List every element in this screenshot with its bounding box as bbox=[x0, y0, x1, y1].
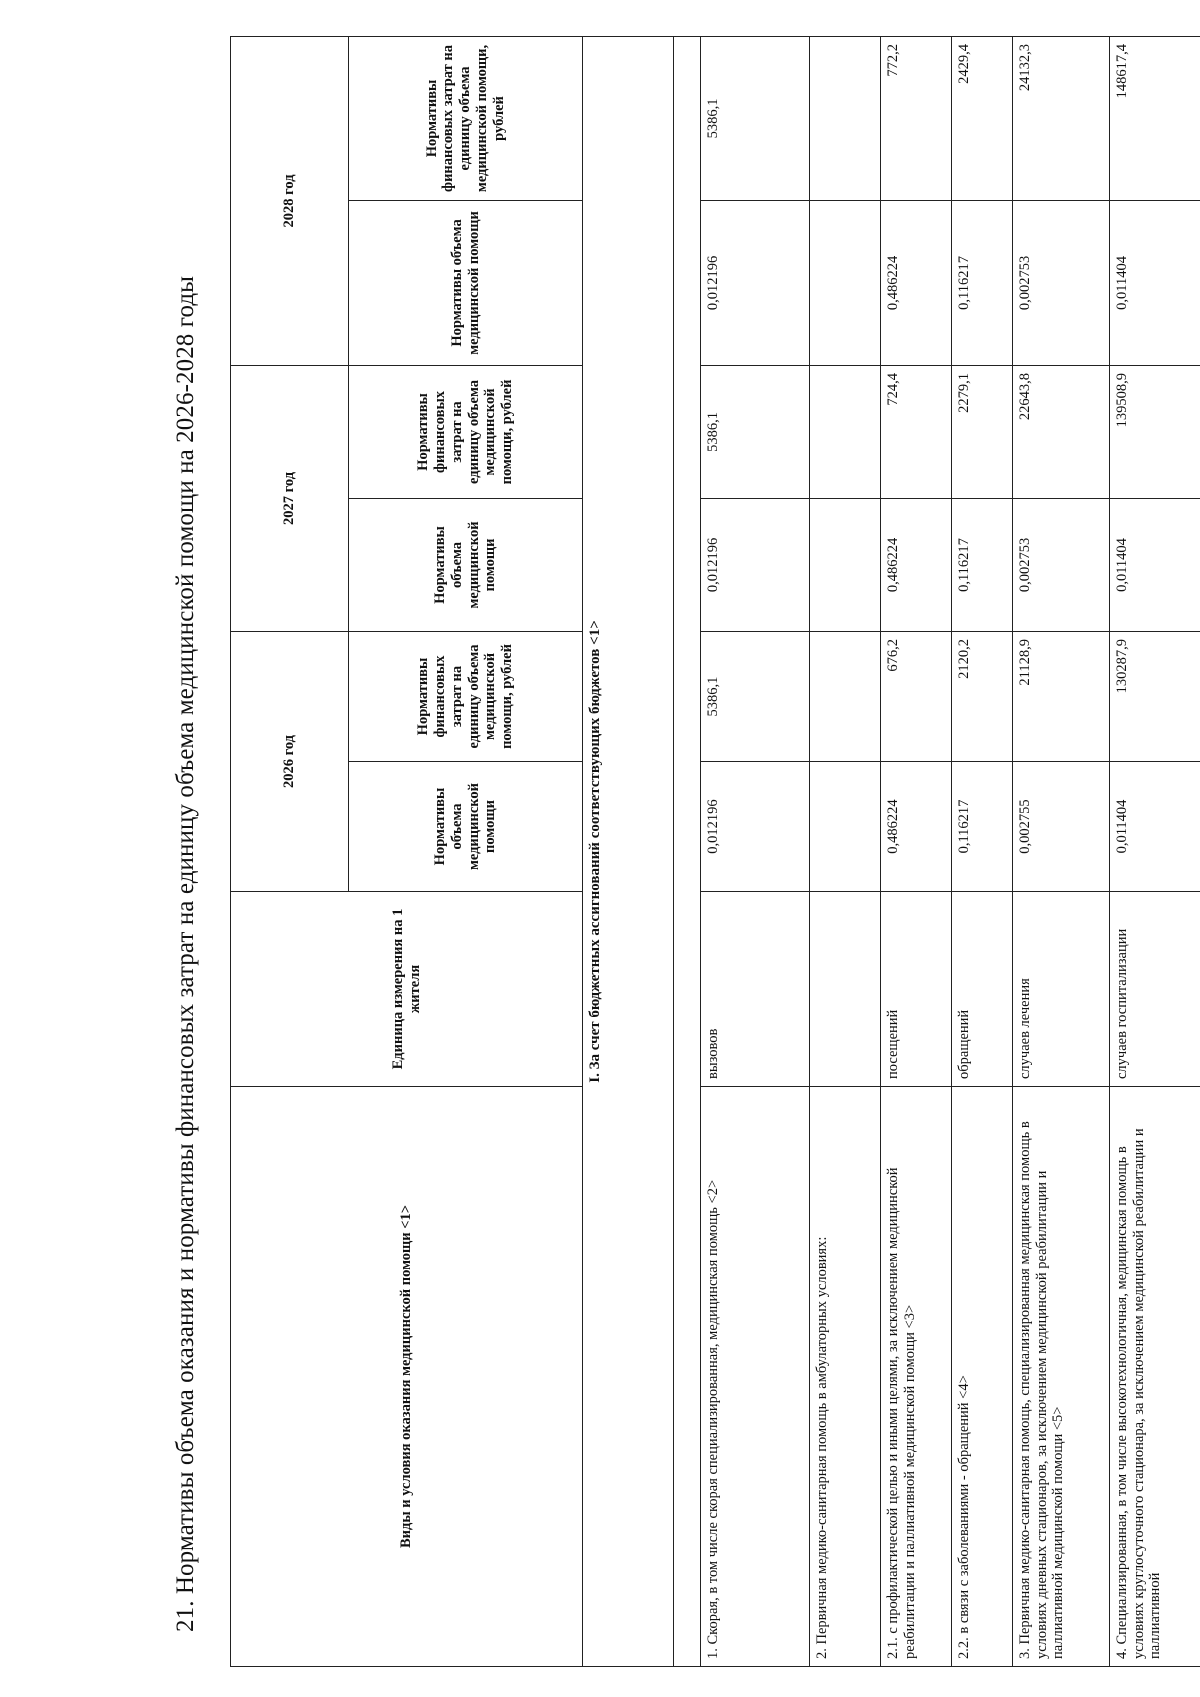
spacer-row bbox=[674, 36, 701, 1666]
table-row bbox=[1110, 36, 1200, 1666]
header-year-2028: 2028 год bbox=[231, 36, 349, 365]
header-cost-2028: Нормативы финансовых затрат на единицу объема медицинской помощи, рублей bbox=[349, 36, 583, 200]
row-volume-2028: 0,002753 bbox=[1013, 200, 1110, 365]
row-volume-2027: 0,002753 bbox=[1013, 498, 1110, 631]
row-volume-2026 bbox=[810, 762, 881, 892]
row-cost-2026: 676,2 bbox=[881, 631, 952, 761]
section-title: I. За счет бюджетных ассигнований соответствующих бюджетов <1> bbox=[583, 36, 674, 1666]
row-kind: 2.2. в связи с заболеваниями - обращений <4> bbox=[952, 1087, 1013, 1667]
row-volume-2028: 0,011404 bbox=[1110, 200, 1200, 365]
header-cost-2026: Нормативы финансовых затрат на единицу объема медицинской помощи, рублей bbox=[349, 631, 583, 761]
row-volume-2027: 0,116217 bbox=[952, 498, 1013, 631]
header-year-2026: 2026 год bbox=[231, 631, 349, 891]
row-cost-2026: 21128,9 bbox=[1013, 631, 1110, 761]
row-cost-2027 bbox=[810, 365, 881, 498]
row-volume-2026: 0,011404 bbox=[1110, 762, 1200, 892]
row-cost-2028 bbox=[810, 36, 881, 200]
row-cost-2027: 22643,8 bbox=[1013, 365, 1110, 498]
row-cost-2028: 2429,4 bbox=[952, 36, 1013, 200]
table-row bbox=[810, 36, 881, 1666]
row-cost-2028: 24132,3 bbox=[1013, 36, 1110, 200]
row-unit: обращений bbox=[952, 892, 1013, 1087]
row-kind: 4. Специализированная, в том числе высокотехнологичная, медицинская помощь в условиях круглосуточного стационара, за исключением медицинской реабилитации и паллиативной bbox=[1110, 1087, 1200, 1667]
row-cost-2028: 5386,1 bbox=[701, 36, 810, 200]
row-cost-2026: 130287,9 bbox=[1110, 631, 1200, 761]
row-kind: 2. Первичная медико-санитарная помощь в амбулаторных условиях: bbox=[810, 1087, 881, 1667]
header-cost-2027: Нормативы финансовых затрат на единицу объема медицинской помощи, рублей bbox=[349, 365, 583, 498]
row-volume-2026: 0,012196 bbox=[701, 762, 810, 892]
row-cost-2026 bbox=[810, 631, 881, 761]
header-row-years bbox=[231, 36, 349, 1666]
table-row bbox=[1013, 36, 1110, 1666]
header-unit: Единица измерения на 1 жителя bbox=[231, 892, 583, 1087]
row-unit: посещений bbox=[881, 892, 952, 1087]
row-unit: случаев госпитализации bbox=[1110, 892, 1200, 1087]
row-volume-2028: 0,116217 bbox=[952, 200, 1013, 365]
row-kind: 3. Первичная медико-санитарная помощь, специализированная медицинская помощь в условиях дневных стационаров, за исключением медицинской реабилитации и паллиативной медицинской помощи <5> bbox=[1013, 1087, 1110, 1667]
row-volume-2028: 0,486224 bbox=[881, 200, 952, 365]
row-cost-2027: 139508,9 bbox=[1110, 365, 1200, 498]
row-unit bbox=[810, 892, 881, 1087]
table-row bbox=[881, 36, 952, 1666]
row-cost-2027: 2279,1 bbox=[952, 365, 1013, 498]
row-cost-2027: 5386,1 bbox=[701, 365, 810, 498]
row-volume-2027: 0,011404 bbox=[1110, 498, 1200, 631]
row-volume-2026: 0,002755 bbox=[1013, 762, 1110, 892]
row-volume-2026: 0,486224 bbox=[881, 762, 952, 892]
row-volume-2028: 0,012196 bbox=[701, 200, 810, 365]
row-cost-2027: 724,4 bbox=[881, 365, 952, 498]
row-unit: случаев лечения bbox=[1013, 892, 1110, 1087]
row-cost-2028: 148617,4 bbox=[1110, 36, 1200, 200]
row-kind: 2.1. с профилактической целью и иными целями, за исключением медицинской реабилитации и паллиативной медицинской помощи <3> bbox=[881, 1087, 952, 1667]
section-row bbox=[583, 36, 674, 1666]
row-volume-2028 bbox=[810, 200, 881, 365]
row-cost-2026: 2120,2 bbox=[952, 631, 1013, 761]
row-kind: 1. Скорая, в том числе скорая специализированная, медицинская помощь <2> bbox=[701, 1087, 810, 1667]
row-volume-2026: 0,116217 bbox=[952, 762, 1013, 892]
row-cost-2026: 5386,1 bbox=[701, 631, 810, 761]
spacer-cell bbox=[674, 36, 701, 1666]
row-volume-2027 bbox=[810, 498, 881, 631]
table-row bbox=[701, 36, 810, 1666]
header-volume-2026: Нормативы объема медицинской помощи bbox=[349, 762, 583, 892]
header-volume-2028: Нормативы объема медицинской помощи bbox=[349, 200, 583, 365]
row-unit: вызовов bbox=[701, 892, 810, 1087]
row-volume-2027: 0,012196 bbox=[701, 498, 810, 631]
row-cost-2028: 772,2 bbox=[881, 36, 952, 200]
table-row bbox=[952, 36, 1013, 1666]
norms-table bbox=[230, 36, 1200, 1667]
header-volume-2027: Нормативы объема медицинской помощи bbox=[349, 498, 583, 631]
document-title: 21. Нормативы объема оказания и нормативы финансовых затрат на единицу объема медицинской помощи на 2026-2028 годы bbox=[172, 275, 199, 1632]
row-volume-2027: 0,486224 bbox=[881, 498, 952, 631]
header-year-2027: 2027 год bbox=[231, 365, 349, 631]
header-kind: Виды и условия оказания медицинской помощи <1> bbox=[231, 1087, 583, 1667]
